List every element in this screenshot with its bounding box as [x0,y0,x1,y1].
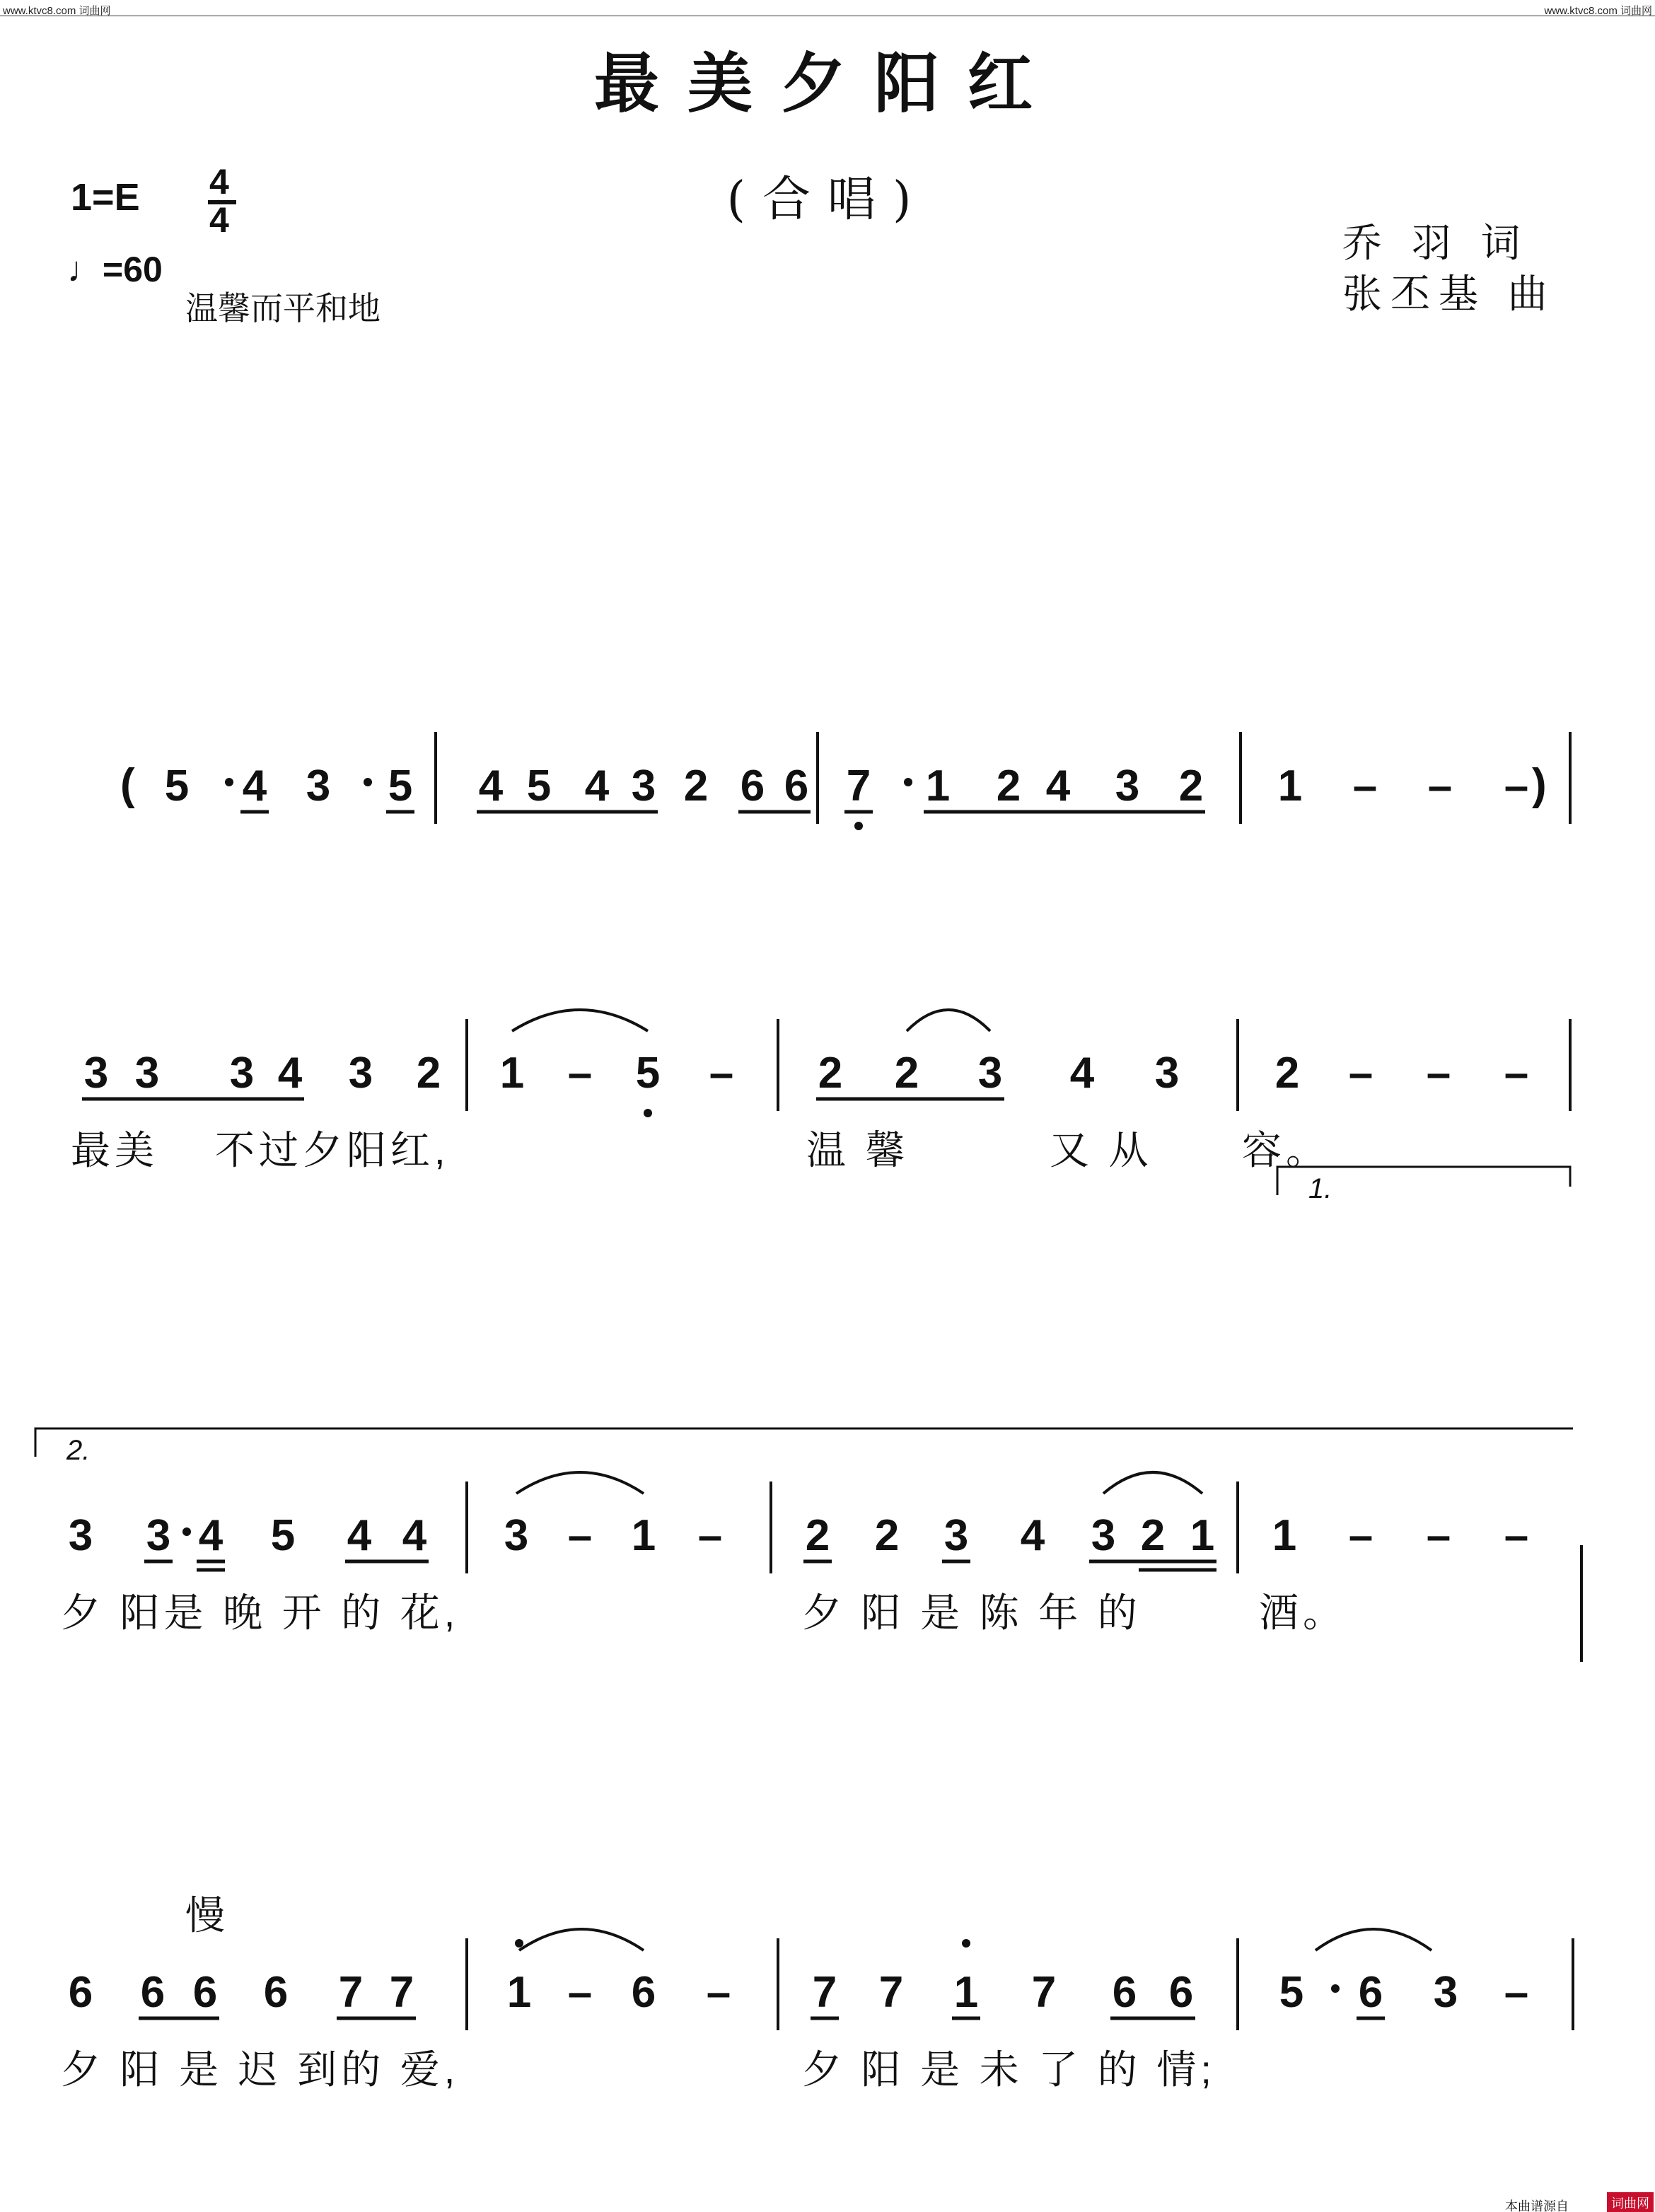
note: 2 [805,1511,830,1560]
high-octave-dot [962,1939,970,1948]
note: 5 [1279,1968,1304,2017]
song-title: 最美夕阳红 [593,45,1061,122]
note: 3 [1091,1511,1116,1560]
dash: – [1504,762,1529,810]
volta-bracket-2 [35,1428,1573,1457]
note: 3 [348,1049,373,1098]
note: 3 [146,1511,171,1560]
time-signature-numerator: 4 [209,162,229,202]
note: 6 [631,1968,656,2017]
dash: – [567,1968,593,2017]
note: 3 [1115,762,1140,810]
note: 6 [192,1968,218,2017]
lyric-text: 夕 阳 是 迟 到的 爱, [61,2047,460,2092]
note: 1 [925,762,951,810]
slow-marking: 慢 [185,1893,225,1938]
note: 5 [635,1049,661,1098]
note: 2 [1178,762,1204,810]
note: 1 [631,1511,656,1560]
lyricist-credit: 乔 羽 词 [1342,221,1529,267]
dash: – [1504,1968,1529,2017]
note: 6 [263,1968,289,2017]
note: 3 [504,1511,529,1560]
note: 1 [1277,762,1303,810]
low-octave-dot [644,1109,652,1117]
note: 6 [740,762,765,810]
note: 1 [1272,1511,1297,1560]
note: 4 [277,1049,303,1098]
note: 6 [1358,1968,1383,2017]
note: 6 [1168,1968,1194,2017]
dash: – [1426,1049,1451,1098]
key-signature: 1=E [71,176,140,219]
dash: – [1348,1511,1374,1560]
lyric-text: 夕 阳 是 陈 年 的 [802,1590,1142,1635]
open-paren: ( [120,760,135,809]
song-subtitle: (合唱) [726,172,929,228]
note: 3 [83,1049,109,1098]
note: 5 [164,762,190,810]
dash: – [567,1049,593,1098]
slur [1103,1472,1202,1494]
lyric-text: 夕 阳是 晚 开 的 花, [61,1590,460,1635]
note: 1 [499,1049,525,1098]
time-signature-denominator: 4 [209,200,229,240]
dash: – [1427,762,1453,810]
high-octave-dot [515,1939,523,1948]
note: 5 [270,1511,296,1560]
lyric-text: 酒。 [1259,1590,1347,1635]
slur [907,1010,990,1031]
lyric-text: 不过夕阳红, [215,1128,450,1172]
note: 4 [1069,1049,1095,1098]
footer-source: 本曲谱源自 [1505,2199,1569,2212]
note: 2 [818,1049,843,1098]
lyric-text: 又 从 [1050,1128,1153,1172]
volta-label-2: 2. [66,1435,91,1466]
header-right-url[interactable]: www.ktvc8.com 词曲网 [1544,5,1652,17]
dash: – [1352,762,1378,810]
note: 4 [478,762,504,810]
note: 3 [977,1049,1003,1098]
composer-credit: 张丕基 曲 [1342,272,1556,318]
dash: – [1504,1511,1529,1560]
note: 2 [996,762,1021,810]
note: 5 [388,762,413,810]
note: 1 [1190,1511,1215,1560]
note: 3 [943,1511,969,1560]
note: 2 [683,762,709,810]
dash: – [697,1511,723,1560]
note: 2 [416,1049,441,1098]
note: 3 [306,762,331,810]
note: 2 [894,1049,919,1098]
dash: – [1504,1049,1529,1098]
header-left-url[interactable]: www.ktvc8.com 词曲网 [3,5,111,17]
note: 3 [68,1511,93,1560]
note: 1 [953,1968,979,2017]
note: 4 [584,762,610,810]
close-paren: ) [1532,760,1547,809]
note: 7 [812,1968,837,2017]
slur [1316,1929,1432,1950]
tempo-marking: ♩=60 [67,250,163,289]
note: 3 [1154,1049,1180,1098]
note: 4 [347,1511,372,1560]
dash: – [567,1511,593,1560]
note: 3 [631,762,656,810]
footer-brand-logo[interactable]: 词曲网 [1607,2192,1654,2212]
note: 1 [506,1968,532,2017]
lyric-text: 夕 阳 是 未 了 的 情; [802,2047,1216,2092]
dotted-note-dot [182,1527,191,1536]
note: 7 [846,762,871,810]
slur [519,1929,644,1950]
slur [516,1472,644,1494]
note: 7 [338,1968,364,2017]
dotted-note-dot [225,778,233,786]
note: 7 [389,1968,414,2017]
dash: – [706,1968,731,2017]
note: 5 [526,762,552,810]
dotted-note-dot [364,778,372,786]
dotted-note-dot [1331,1984,1340,1993]
dash: – [709,1049,734,1098]
dash: – [1348,1049,1374,1098]
note: 4 [1020,1511,1045,1560]
note: 3 [1433,1968,1458,2017]
note: 4 [1045,762,1071,810]
note: 2 [874,1511,900,1560]
note: 3 [134,1049,160,1098]
note: 6 [140,1968,166,2017]
low-octave-dot [854,822,863,830]
dotted-note-dot [904,778,912,786]
note: 4 [402,1511,427,1560]
note: 6 [68,1968,93,2017]
note: 6 [1112,1968,1137,2017]
note: 2 [1274,1049,1300,1098]
expression-marking: 温馨而平和地 [185,289,381,327]
slur [512,1010,648,1031]
note: 7 [878,1968,904,2017]
lyric-text: 温 馨 [806,1128,910,1172]
note: 6 [784,762,809,810]
note: 3 [229,1049,255,1098]
volta-label-1: 1. [1308,1173,1332,1204]
lyric-text: 最美 [71,1128,158,1172]
note: 2 [1140,1511,1166,1560]
lyric-text: 容。 [1242,1128,1330,1172]
note: 7 [1031,1968,1057,2017]
dash: – [1426,1511,1451,1560]
note: 4 [198,1511,223,1560]
note: 4 [242,762,267,810]
